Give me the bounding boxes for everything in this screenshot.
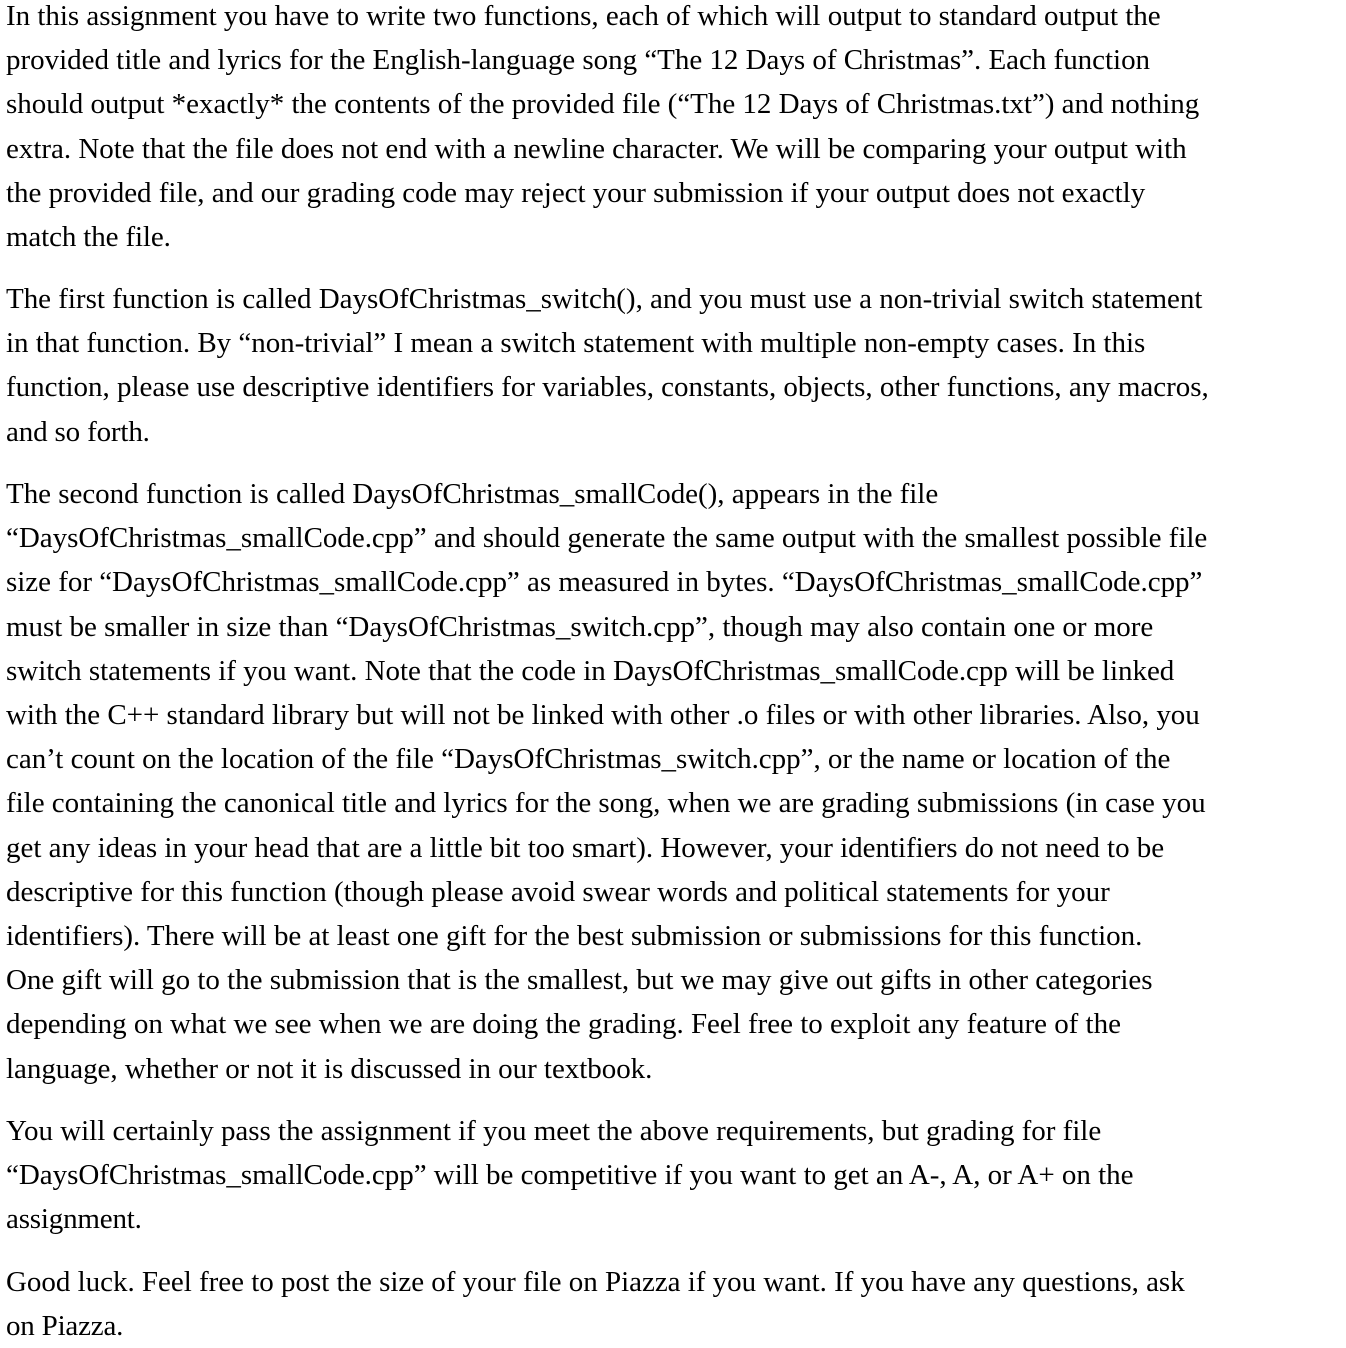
text-line: The second function is called DaysOfChristmas_smallCode(), appears in the file [6,478,939,510]
text-line: language, whether or not it is discussed in our textbook. [6,1052,653,1085]
text-line: identifiers). There will be at least one gift for the best submission or submissions for this function. [6,920,1143,953]
paragraph-grading [6,1109,1342,1242]
text-line: and so forth. [6,415,150,448]
text-line: file containing the canonical title and lyrics for the song, when we are grading submissions (in case you [6,787,1206,820]
paragraph-good-luck [6,1260,1342,1348]
text-line: with the C++ standard library but will not be linked with other .o files or with other libraries. Also, you [6,699,1200,732]
text-line: match the file. [6,221,171,254]
text-line: Good luck. Feel free to post the size of your file on Piazza if you want. If you have any questions, ask [6,1266,1185,1298]
text-line: in that function. By “non-trivial” I mean a switch statement with multiple non-empty cases. In this [6,327,1146,360]
text-line: function, please use descriptive identifiers for variables, constants, objects, other functions, any macros, [6,371,1209,404]
text-line: size for “DaysOfChristmas_smallCode.cpp” as measured in bytes. “DaysOfChristmas_smallCode.cpp” [6,566,1203,599]
text-line: on Piazza. [6,1310,124,1343]
paragraph-smallcode-function [6,472,1342,1091]
text-line: get any ideas in your head that are a little bit too smart). However, your identifiers do not need to be [6,831,1165,864]
text-line: The first function is called DaysOfChristmas_switch(), and you must use a non-trivial switch statement [6,283,1203,315]
text-line: switch statements if you want. Note that the code in DaysOfChristmas_smallCode.cpp will be linked [6,654,1175,687]
text-line: “DaysOfChristmas_smallCode.cpp” and should generate the same output with the smallest possible file [6,522,1208,555]
text-line: assignment. [6,1203,142,1236]
text-line: “DaysOfChristmas_smallCode.cpp” will be competitive if you want to get an A-, A, or A+ on the [6,1159,1134,1192]
text-line: can’t count on the location of the file “DaysOfChristmas_switch.cpp”, or the name or location of the [6,743,1171,776]
text-line: provided title and lyrics for the English-language song “The 12 Days of Christmas”. Each function [6,44,1151,77]
text-line: You will certainly pass the assignment if you meet the above requirements, but grading for file [6,1115,1102,1147]
text-line: must be smaller in size than “DaysOfChristmas_switch.cpp”, though may also contain one or more [6,610,1154,643]
paragraph-assignment-intro [6,0,1342,259]
text-line: should output *exactly* the contents of the provided file (“The 12 Days of Christmas.txt”) and nothing [6,88,1200,121]
paragraph-switch-function [6,277,1342,454]
text-line: One gift will go to the submission that is the smallest, but we may give out gifts in other categories [6,964,1153,997]
text-line: depending on what we see when we are doing the grading. Feel free to exploit any feature of the [6,1008,1121,1041]
text-line: In this assignment you have to write two functions, each of which will output to standard output the [6,0,1161,32]
text-line: descriptive for this function (though please avoid swear words and political statements for your [6,875,1110,908]
text-line: the provided file, and our grading code may reject your submission if your output does not exactly [6,176,1146,209]
text-line: extra. Note that the file does not end with a newline character. We will be comparing your output with [6,132,1187,165]
